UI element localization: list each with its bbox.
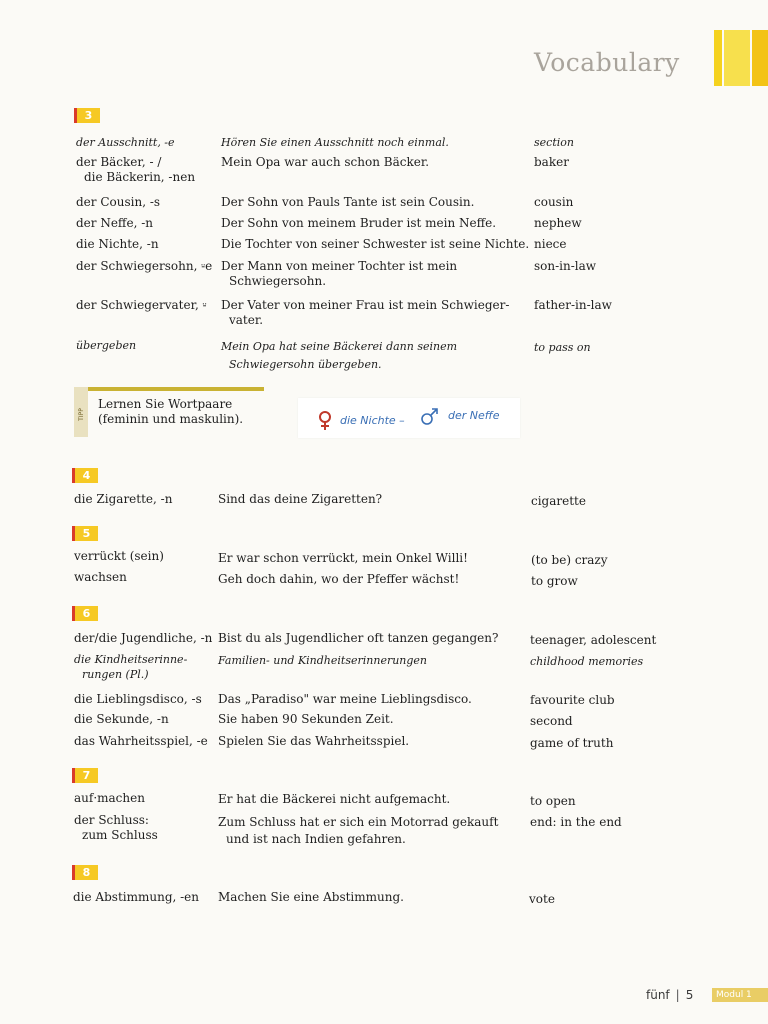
term-german: die Lieblingsdisco, -s — [74, 692, 202, 706]
term-german: der Schwiegersohn, ⸚e — [76, 259, 213, 273]
example-line1: Der Mann von meiner Tochter ist mein — [221, 259, 458, 273]
term-english: section — [534, 136, 574, 149]
term-english: to pass on — [534, 341, 591, 354]
term-german: verrückt (sein) — [74, 549, 164, 563]
term-english: to grow — [531, 574, 578, 588]
example-sentence — [221, 338, 457, 374]
page-number: 5 — [685, 988, 694, 1002]
tip-side-tab — [74, 387, 88, 437]
example-sentence — [221, 259, 457, 289]
note-female-word: die Nichte – — [340, 414, 405, 427]
example-line1: Zum Schluss hat er sich ein Motorrad gekauft — [218, 815, 499, 829]
note-male-word: der Neffe — [448, 409, 500, 422]
term-english: end: in the end — [530, 815, 622, 829]
section-badge-5: 5 — [72, 526, 98, 541]
example-line2: Schwiegersohn übergeben. — [229, 358, 382, 371]
example-line2: Schwiegersohn. — [229, 274, 327, 288]
example-line1: Mein Opa hat seine Bäckerei dann seinem — [221, 340, 458, 353]
term-german: der Schwiegervater, ⸚ — [76, 298, 207, 312]
example-sentence: Sie haben 90 Sekunden Zeit. — [218, 712, 394, 726]
section-badge-3: 3 — [74, 108, 100, 123]
tip-box — [74, 387, 264, 437]
example-line2: und ist nach Indien gefahren. — [226, 832, 406, 846]
example-sentence: Bist du als Jugendlicher oft tanzen gegangen? — [218, 631, 499, 645]
term-german: die Zigarette, -n — [74, 492, 173, 506]
term-english: vote — [529, 892, 555, 906]
term-german: auf·machen — [74, 791, 145, 805]
example-sentence: Hören Sie einen Ausschnitt noch einmal. — [221, 136, 449, 149]
section-badge-6: 6 — [72, 606, 98, 621]
example-line2: vater. — [229, 313, 264, 327]
example-sentence: Sind das deine Zigaretten? — [218, 492, 383, 506]
term-german: wachsen — [74, 570, 127, 584]
term-english: (to be) crazy — [531, 553, 608, 567]
term-german-line1: der Schluss: — [74, 813, 149, 827]
example-sentence: Die Tochter von seiner Schwester ist seine Nichte. — [221, 237, 530, 251]
term-english: cigarette — [531, 494, 586, 508]
example-line1: Der Vater von meiner Frau ist mein Schwieger- — [221, 298, 510, 312]
term-german: die Nichte, -n — [76, 237, 159, 251]
module-tag: Modul 1 — [712, 988, 768, 1002]
example-sentence — [221, 298, 509, 328]
term-german — [76, 155, 195, 185]
term-german: die Sekunde, -n — [74, 712, 169, 726]
tip-text — [98, 397, 268, 427]
term-german: der Neffe, -n — [76, 216, 153, 230]
term-english: teenager, adolescent — [530, 633, 657, 647]
page-number-word: fünf — [646, 988, 670, 1002]
example-sentence: Spielen Sie das Wahrheitsspiel. — [218, 734, 410, 748]
term-english: favourite club — [530, 693, 615, 707]
term-german: übergeben — [76, 339, 137, 352]
term-german: der Ausschnitt, -e — [76, 136, 175, 149]
term-english: baker — [534, 155, 569, 169]
term-german: das Wahrheitsspiel, -e — [74, 734, 208, 748]
term-english: son-in-law — [534, 259, 597, 273]
term-german — [74, 652, 187, 682]
example-sentence: Das „Paradiso" war meine Lieblingsdisco. — [218, 692, 472, 706]
term-german — [74, 813, 158, 843]
section-badge-8: 8 — [72, 865, 98, 880]
example-sentence: Der Sohn von meinem Bruder ist mein Neffe. — [221, 216, 497, 230]
term-german: der/die Jugendliche, -n — [74, 631, 213, 645]
term-german: die Abstimmung, -en — [73, 890, 200, 904]
example-sentence: Mein Opa war auch schon Bäcker. — [221, 155, 430, 169]
term-german-line1: der Bäcker, - / — [76, 155, 162, 169]
term-english: childhood memories — [530, 655, 644, 668]
term-english: nephew — [534, 216, 582, 230]
term-german: der Cousin, -s — [76, 195, 161, 209]
example-sentence — [218, 814, 498, 848]
term-english: niece — [534, 237, 567, 251]
example-sentence: Familien- und Kindheitserinnerungen — [218, 654, 428, 667]
page-footer — [646, 988, 693, 1002]
tip-rule — [74, 387, 264, 391]
example-sentence: Machen Sie eine Abstimmung. — [218, 890, 404, 904]
example-sentence: Der Sohn von Pauls Tante ist sein Cousin. — [221, 195, 475, 209]
section-badge-4: 4 — [72, 468, 98, 483]
term-english: game of truth — [530, 736, 614, 750]
tip-line2: (feminin und maskulin). — [98, 412, 244, 426]
term-german-line2: rungen (Pl.) — [82, 668, 149, 681]
female-icon — [316, 410, 334, 432]
term-german-line1: die Kindheitserinne- — [74, 653, 188, 666]
tip-line1: Lernen Sie Wortpaare — [98, 397, 233, 411]
term-german-line2: die Bäckerin, -nen — [84, 170, 196, 184]
example-sentence: Er hat die Bäckerei nicht aufgemacht. — [218, 792, 451, 806]
section-badge-7: 7 — [72, 768, 98, 783]
term-english: cousin — [534, 195, 574, 209]
male-icon — [420, 406, 440, 426]
term-german-line2: zum Schluss — [82, 828, 158, 842]
page-title: Vocabulary — [534, 48, 680, 77]
term-english: father-in-law — [534, 298, 612, 312]
term-english: to open — [530, 794, 576, 808]
example-sentence: Er war schon verrückt, mein Onkel Willi! — [218, 551, 468, 565]
term-english: second — [530, 714, 573, 728]
footer-separator: | — [675, 988, 680, 1002]
example-sentence: Geh doch dahin, wo der Pfeffer wächst! — [218, 572, 460, 586]
handwritten-note — [298, 398, 520, 438]
tip-label: TIPP — [77, 408, 85, 421]
